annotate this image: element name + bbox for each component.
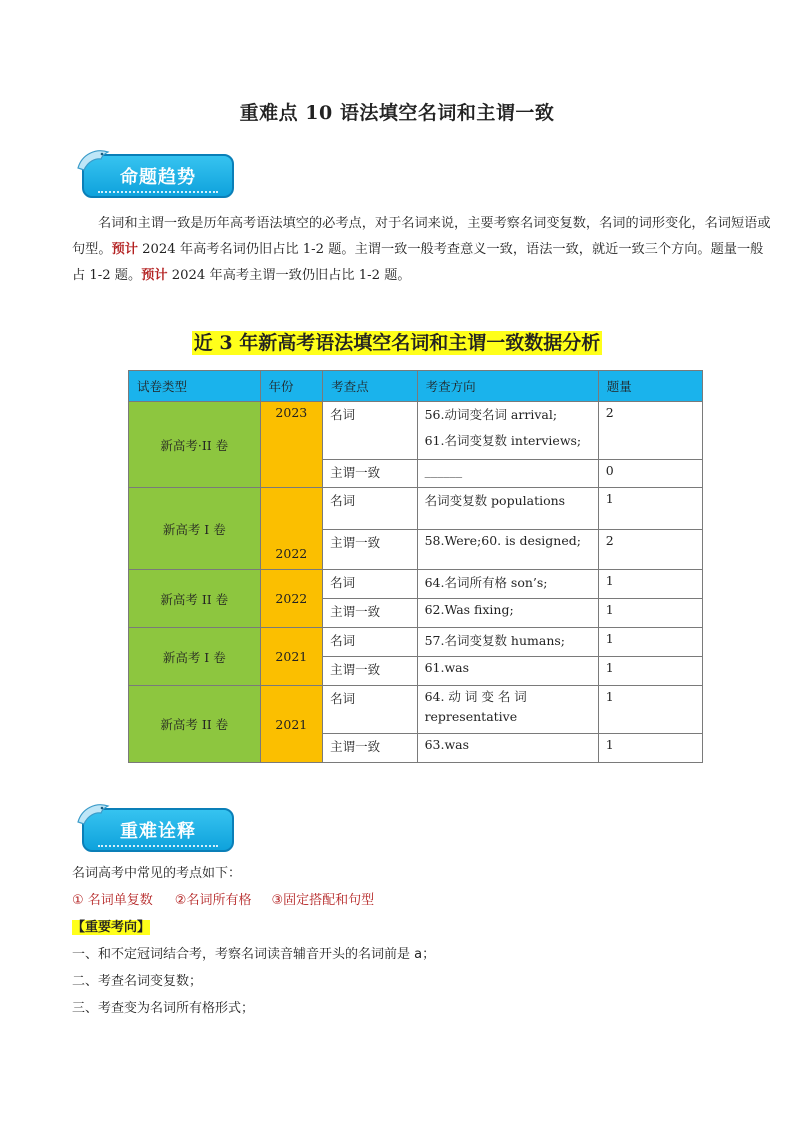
intro-paragraph (72, 211, 772, 289)
table-header-row (129, 371, 703, 402)
notes-heading: 【重要考向】 (72, 920, 151, 935)
wave-decoration (98, 839, 218, 847)
dolphin-icon (74, 800, 114, 830)
point-cell: 名词 (323, 488, 417, 530)
count-cell: 1 (598, 570, 702, 599)
header-direction: 考查方向 (417, 371, 598, 402)
header-paper: 试卷类型 (129, 371, 261, 402)
explain-badge (74, 800, 234, 856)
dolphin-icon (74, 146, 114, 176)
direction-cell: 58.Were;60. is designed; (417, 530, 598, 570)
year-cell: 2022 (260, 488, 323, 570)
point-cell: 名词 (323, 628, 417, 657)
intro-text-2: 2024 年高考名词仍旧占比 1-2 题。主谓一致一般考查意义一致，语法一致，就近一致三个方向。题量一般占 1-2 题。 (72, 242, 764, 283)
intro-text-3: 2024 年高考主谓一致仍旧占比 1-2 题。 (167, 268, 411, 283)
list-item: 一、和不定冠词结合考，考察名词读音辅音开头的名词前是 a； (72, 947, 436, 962)
direction-cell: ______ (417, 460, 598, 488)
wave-decoration (98, 185, 218, 193)
year-cell: 2021 (260, 686, 323, 763)
table-row (129, 570, 703, 599)
table-title: 近 3 年新高考语法填空名词和主谓一致数据分析 (193, 332, 601, 354)
count-cell: 2 (598, 530, 702, 570)
paper-cell: 新高考·II 卷 (129, 402, 261, 488)
intro-text-1: 名词和主谓一致是历年高考语法填空的必考点，对于名词来说，主要考察名词变复数，名词的词形变化，名词短语或句型。 (72, 216, 771, 257)
list-item: 三、考查变为名词所有格形式； (72, 1001, 255, 1016)
notes-intro: 名词高考中常见的考点如下： (72, 866, 242, 881)
header-year: 年份 (260, 371, 323, 402)
count-cell: 1 (598, 488, 702, 530)
year-cell: 2021 (260, 628, 323, 686)
count-cell: 1 (598, 628, 702, 657)
analysis-table (128, 370, 703, 763)
point-cell: 主谓一致 (323, 657, 417, 686)
table-row (129, 686, 703, 734)
forecast-highlight-1: 预计 (111, 242, 138, 257)
header-point: 考查点 (323, 371, 417, 402)
point-cell: 主谓一致 (323, 734, 417, 763)
count-cell: 1 (598, 657, 702, 686)
direction-cell: 57.名词变复数 humans; (417, 628, 598, 657)
count-cell: 0 (598, 460, 702, 488)
direction-cell: 62.Was fixing; (417, 599, 598, 628)
table-row (129, 488, 703, 530)
notes-points: ① 名词单复数 ②名词所有格 ③固定搭配和句型 (72, 893, 375, 908)
direction-cell: 64. 动 词 变 名 词 representative (417, 686, 598, 734)
count-cell: 1 (598, 686, 702, 734)
trend-badge-label: 命题趋势 (120, 167, 196, 188)
point-cell: 名词 (323, 570, 417, 599)
year-cell: 2022 (260, 570, 323, 628)
header-count: 题量 (598, 371, 702, 402)
direction-cell: 61.was (417, 657, 598, 686)
paper-cell: 新高考 I 卷 (129, 628, 261, 686)
explain-badge-label: 重难诠释 (120, 821, 196, 842)
page-title: 重难点 10 语法填空名词和主谓一致 (239, 102, 555, 124)
point-cell: 主谓一致 (323, 530, 417, 570)
direction-cell: 名词变复数 populations (417, 488, 598, 530)
point-cell: 名词 (323, 686, 417, 734)
trend-badge (74, 146, 234, 202)
forecast-highlight-2: 预计 (141, 268, 168, 283)
paper-cell: 新高考 II 卷 (129, 686, 261, 763)
paper-cell: 新高考 I 卷 (129, 488, 261, 570)
count-cell: 2 (598, 402, 702, 460)
count-cell: 1 (598, 734, 702, 763)
point-cell: 主谓一致 (323, 599, 417, 628)
point-cell: 名词 (323, 402, 417, 460)
notes-section (72, 860, 435, 1022)
direction-cell: 56.动词变名词 arrival; 61.名词变复数 interviews; (417, 402, 598, 460)
direction-cell: 64.名词所有格 son’s; (417, 570, 598, 599)
count-cell: 1 (598, 599, 702, 628)
point-cell: 主谓一致 (323, 460, 417, 488)
table-row (129, 402, 703, 460)
table-row (129, 628, 703, 657)
direction-cell: 63.was (417, 734, 598, 763)
list-item: 二、考查名词变复数； (72, 974, 203, 989)
paper-cell: 新高考 II 卷 (129, 570, 261, 628)
year-cell: 2023 (260, 402, 323, 488)
